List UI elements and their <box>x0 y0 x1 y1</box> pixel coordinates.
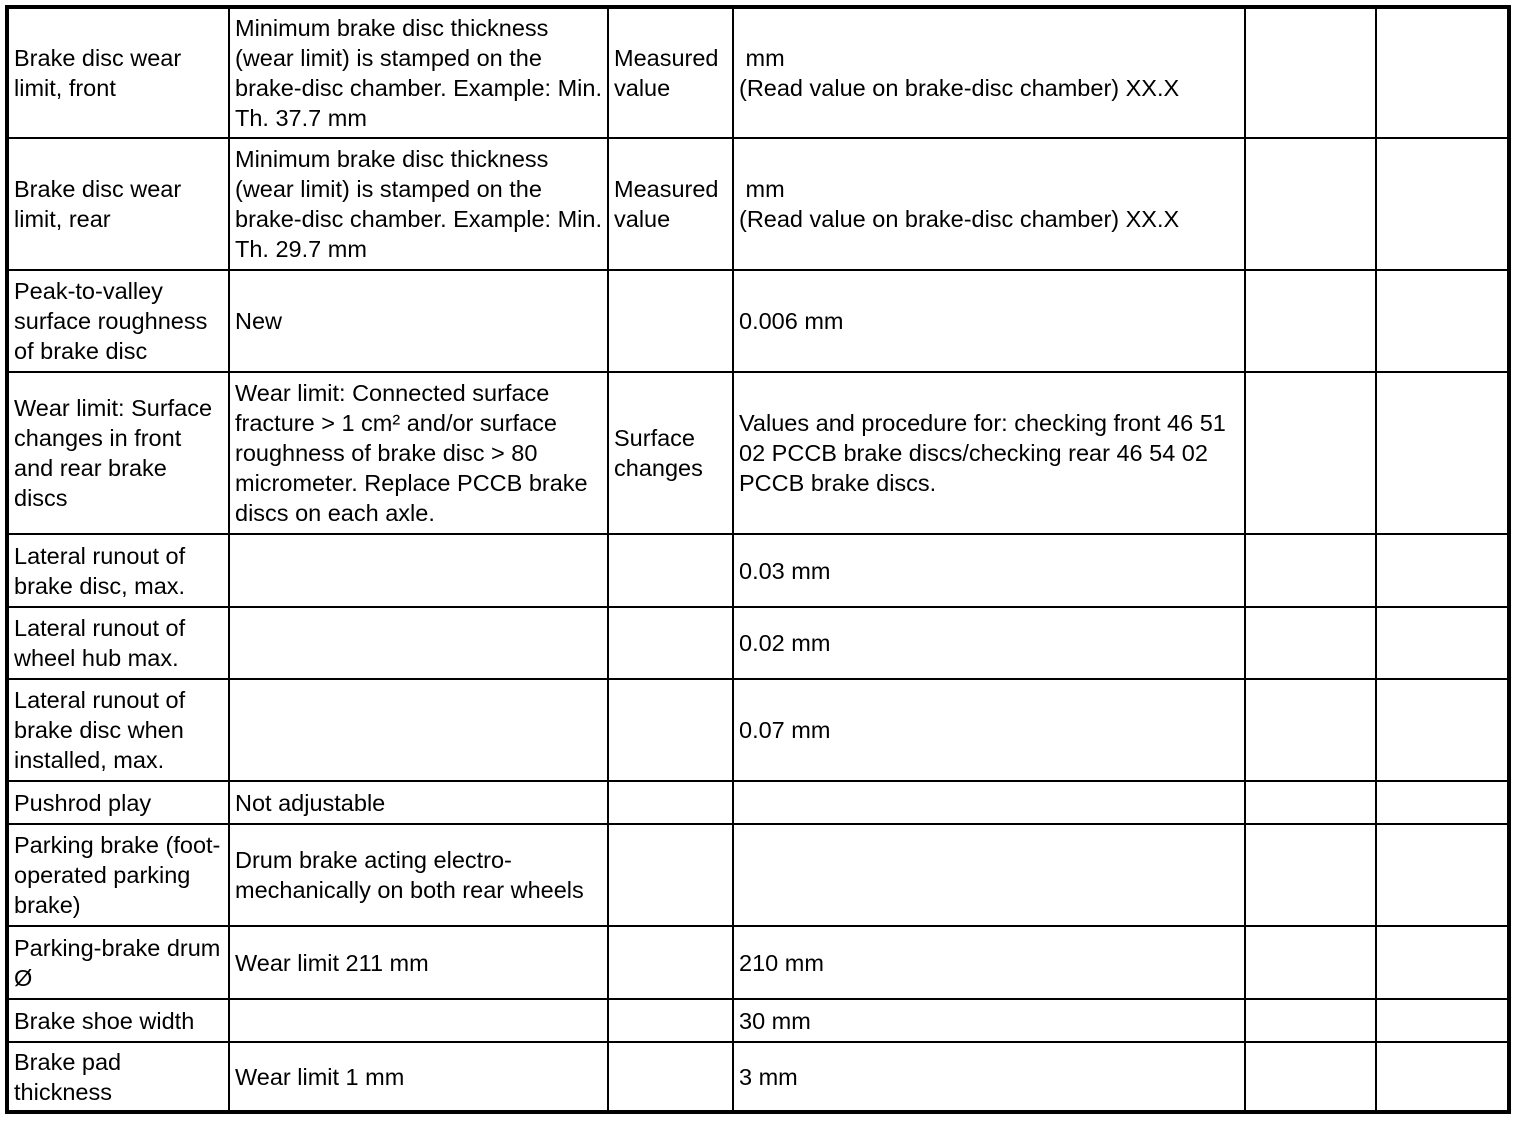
item-cell: Parking brake (foot-operated parking brake) <box>7 824 229 926</box>
extra-cell-6 <box>1376 679 1509 781</box>
note-cell: Wear limit 211 mm <box>229 926 608 999</box>
item-cell: Brake pad thickness <box>7 1042 229 1112</box>
note-cell <box>229 999 608 1042</box>
extra-cell-5 <box>1245 534 1376 607</box>
extra-cell-5 <box>1245 679 1376 781</box>
extra-cell-6 <box>1376 999 1509 1042</box>
value-cell: Values and procedure for: checking front 46 51 02 PCCB brake discs/checking rear 46 54 02 PCCB brake discs. <box>733 372 1245 534</box>
item-cell: Lateral runout of brake disc, max. <box>7 534 229 607</box>
extra-cell-5 <box>1245 999 1376 1042</box>
value-cell: mm (Read value on brake-disc chamber) XX.X <box>733 138 1245 270</box>
note-cell: Minimum brake disc thickness (wear limit) is stamped on the brake-disc chamber. Example: Min. Th. 37.7 mm <box>229 7 608 138</box>
type-cell <box>608 534 733 607</box>
extra-cell-5 <box>1245 607 1376 679</box>
extra-cell-6 <box>1376 270 1509 372</box>
value-cell <box>733 824 1245 926</box>
type-cell <box>608 679 733 781</box>
extra-cell-5 <box>1245 781 1376 824</box>
type-cell: Measured value <box>608 138 733 270</box>
extra-cell-5 <box>1245 138 1376 270</box>
type-cell <box>608 926 733 999</box>
extra-cell-6 <box>1376 607 1509 679</box>
type-cell <box>608 999 733 1042</box>
brake-specification-table <box>5 5 1511 1114</box>
table-row <box>7 607 1509 679</box>
value-cell: 0.02 mm <box>733 607 1245 679</box>
extra-cell-6 <box>1376 926 1509 999</box>
extra-cell-5 <box>1245 372 1376 534</box>
extra-cell-6 <box>1376 781 1509 824</box>
note-cell: Minimum brake disc thickness (wear limit) is stamped on the brake-disc chamber. Example: Min. Th. 29.7 mm <box>229 138 608 270</box>
value-cell: mm (Read value on brake-disc chamber) XX.X <box>733 7 1245 138</box>
note-cell <box>229 607 608 679</box>
value-cell: 210 mm <box>733 926 1245 999</box>
note-cell: Not adjustable <box>229 781 608 824</box>
extra-cell-5 <box>1245 1042 1376 1112</box>
type-cell <box>608 270 733 372</box>
value-cell: 0.03 mm <box>733 534 1245 607</box>
item-cell: Brake disc wear limit, rear <box>7 138 229 270</box>
item-cell: Brake shoe width <box>7 999 229 1042</box>
table-row <box>7 781 1509 824</box>
note-cell: Wear limit 1 mm <box>229 1042 608 1112</box>
type-cell: Measured value <box>608 7 733 138</box>
extra-cell-6 <box>1376 372 1509 534</box>
value-cell: 0.006 mm <box>733 270 1245 372</box>
table-row <box>7 534 1509 607</box>
note-cell: New <box>229 270 608 372</box>
extra-cell-5 <box>1245 926 1376 999</box>
value-cell: 0.07 mm <box>733 679 1245 781</box>
extra-cell-6 <box>1376 534 1509 607</box>
table-row <box>7 1042 1509 1112</box>
extra-cell-5 <box>1245 7 1376 138</box>
type-cell <box>608 781 733 824</box>
item-cell: Lateral runout of brake disc when installed, max. <box>7 679 229 781</box>
extra-cell-5 <box>1245 270 1376 372</box>
table-row <box>7 7 1509 138</box>
note-cell: Wear limit: Connected surface fracture > 1 cm² and/or surface roughness of brake disc > 80 micrometer. Replace PCCB brake discs on each axle. <box>229 372 608 534</box>
value-cell: 3 mm <box>733 1042 1245 1112</box>
item-cell: Peak-to-valley surface roughness of brake disc <box>7 270 229 372</box>
item-cell: Parking-brake drum Ø <box>7 926 229 999</box>
extra-cell-6 <box>1376 138 1509 270</box>
item-cell: Wear limit: Surface changes in front and rear brake discs <box>7 372 229 534</box>
item-cell: Lateral runout of wheel hub max. <box>7 607 229 679</box>
note-cell: Drum brake acting electro-mechanically on both rear wheels <box>229 824 608 926</box>
extra-cell-6 <box>1376 7 1509 138</box>
item-cell: Brake disc wear limit, front <box>7 7 229 138</box>
note-cell <box>229 679 608 781</box>
type-cell: Surface changes <box>608 372 733 534</box>
table-row <box>7 679 1509 781</box>
extra-cell-6 <box>1376 824 1509 926</box>
type-cell <box>608 607 733 679</box>
extra-cell-5 <box>1245 824 1376 926</box>
type-cell <box>608 1042 733 1112</box>
table-row <box>7 138 1509 270</box>
value-cell <box>733 781 1245 824</box>
type-cell <box>608 824 733 926</box>
note-cell <box>229 534 608 607</box>
table-row <box>7 372 1509 534</box>
extra-cell-6 <box>1376 1042 1509 1112</box>
item-cell: Pushrod play <box>7 781 229 824</box>
value-cell: 30 mm <box>733 999 1245 1042</box>
table-row <box>7 926 1509 999</box>
table-row <box>7 824 1509 926</box>
table-row <box>7 270 1509 372</box>
table-row <box>7 999 1509 1042</box>
